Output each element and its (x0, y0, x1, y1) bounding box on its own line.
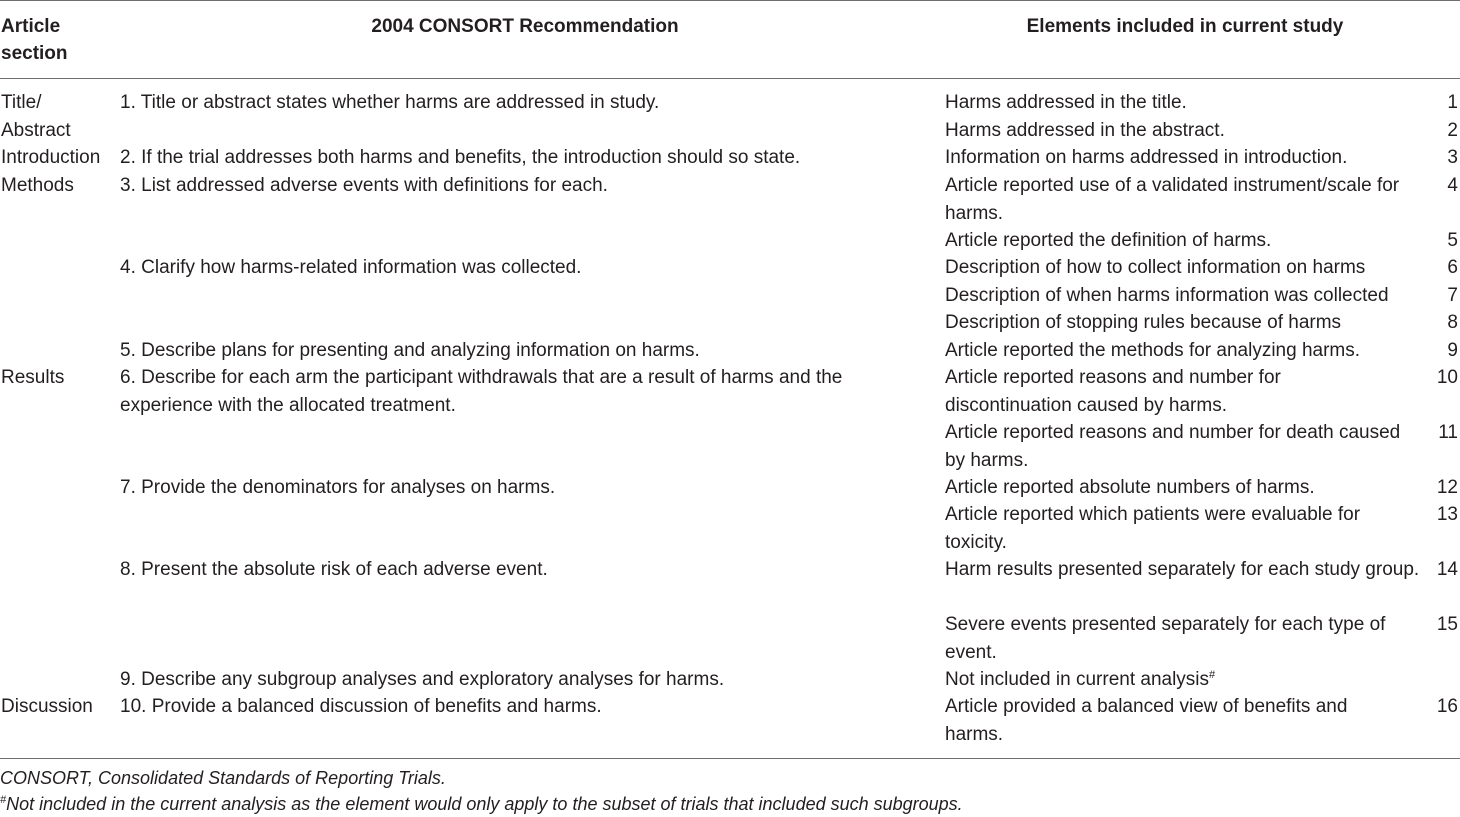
element-7: Description of when harms information was collected (945, 285, 1389, 306)
recommendation-10: 10. Provide a balanced discussion of benefits and harms. (120, 696, 602, 717)
recommendation-6: 6. Describe for each arm the participant withdrawals that are a result of harms and the experience with the allocated treatment. (120, 367, 843, 416)
element-number-8: 8 (1447, 312, 1458, 333)
recommendation-8: 8. Present the absolute risk of each adverse event. (120, 559, 548, 580)
element-number-6: 6 (1447, 257, 1458, 278)
element-2: Harms addressed in the abstract. (945, 120, 1225, 141)
footnote-abbreviation: CONSORT, Consolidated Standards of Reporting Trials. (0, 768, 446, 788)
element-number-5: 5 (1447, 230, 1458, 251)
recommendation-4: 4. Clarify how harms-related information was collected. (120, 257, 582, 278)
element-number-11: 11 (1438, 422, 1458, 443)
element-number-12: 12 (1436, 477, 1458, 498)
footnote-mark: # (0, 794, 7, 806)
element-number-7: 7 (1447, 285, 1458, 306)
element-12: Article reported absolute numbers of harms. (945, 477, 1315, 498)
header-elements: Elements included in current study (1026, 16, 1344, 37)
element-15: Severe events presented separately for each type of event. (945, 614, 1386, 663)
recommendation-5: 5. Describe plans for presenting and analyzing information on harms. (120, 340, 700, 361)
header-article-section: Article section (1, 16, 68, 64)
element-4: Article reported use of a validated instrument/scale for harms. (945, 175, 1400, 224)
element-number-4: 4 (1447, 175, 1458, 196)
element-number-14: 14 (1436, 559, 1458, 580)
table-bottom-rule (0, 758, 1460, 759)
element-not-included-text: Not included in current analysis (945, 669, 1210, 690)
section-results: Results (1, 367, 65, 388)
element-14: Harm results presented separately for each study group. (945, 559, 1420, 580)
element-10: Article reported reasons and number for discontinuation caused by harms. (945, 367, 1281, 416)
recommendation-3: 3. List addressed adverse events with definitions for each. (120, 175, 608, 196)
recommendation-2: 2. If the trial addresses both harms and benefits, the introduction should so state. (120, 147, 801, 168)
element-6: Description of how to collect information on harms (945, 257, 1366, 278)
element-9: Article reported the methods for analyzing harms. (945, 340, 1361, 361)
recommendation-1: 1. Title or abstract states whether harms are addressed in study. (120, 92, 660, 113)
header-rule (0, 78, 1460, 79)
element-not-included-mark: # (1209, 669, 1216, 681)
element-number-2: 2 (1447, 120, 1458, 141)
table-top-rule (0, 0, 1460, 1)
element-13: Article reported which patients were evaluable for toxicity. (945, 504, 1361, 553)
element-8: Description of stopping rules because of harms (945, 312, 1342, 333)
recommendation-7: 7. Provide the denominators for analyses on harms. (120, 477, 556, 498)
element-16: Article provided a balanced view of benefits and harms. (945, 696, 1348, 745)
element-number-16: 16 (1436, 696, 1458, 717)
element-11: Article reported reasons and number for death caused by harms. (945, 422, 1401, 471)
footnote-subgroup (0, 791, 1460, 817)
element-number-15: 15 (1436, 614, 1458, 635)
element-3: Information on harms addressed in introduction. (945, 147, 1348, 168)
element-1: Harms addressed in the title. (945, 92, 1187, 113)
footnote-subgroup-text: Not included in the current analysis as the element would only apply to the subset of trials that included such subgroups. (6, 794, 963, 814)
element-not-included (945, 666, 1423, 694)
section-title-abstract: Title/ Abstract (1, 92, 71, 141)
element-number-3: 3 (1447, 147, 1458, 168)
element-5: Article reported the definition of harms. (945, 230, 1272, 251)
section-methods: Methods (1, 175, 74, 196)
element-number-13: 13 (1436, 504, 1458, 525)
element-number-10: 10 (1436, 367, 1458, 388)
recommendation-9: 9. Describe any subgroup analyses and exploratory analyses for harms. (120, 669, 725, 690)
section-discussion: Discussion (1, 696, 93, 717)
header-recommendation: 2004 CONSORT Recommendation (371, 16, 679, 37)
element-number-9: 9 (1447, 340, 1458, 361)
section-introduction: Introduction (1, 147, 101, 168)
element-number-1: 1 (1447, 92, 1458, 113)
